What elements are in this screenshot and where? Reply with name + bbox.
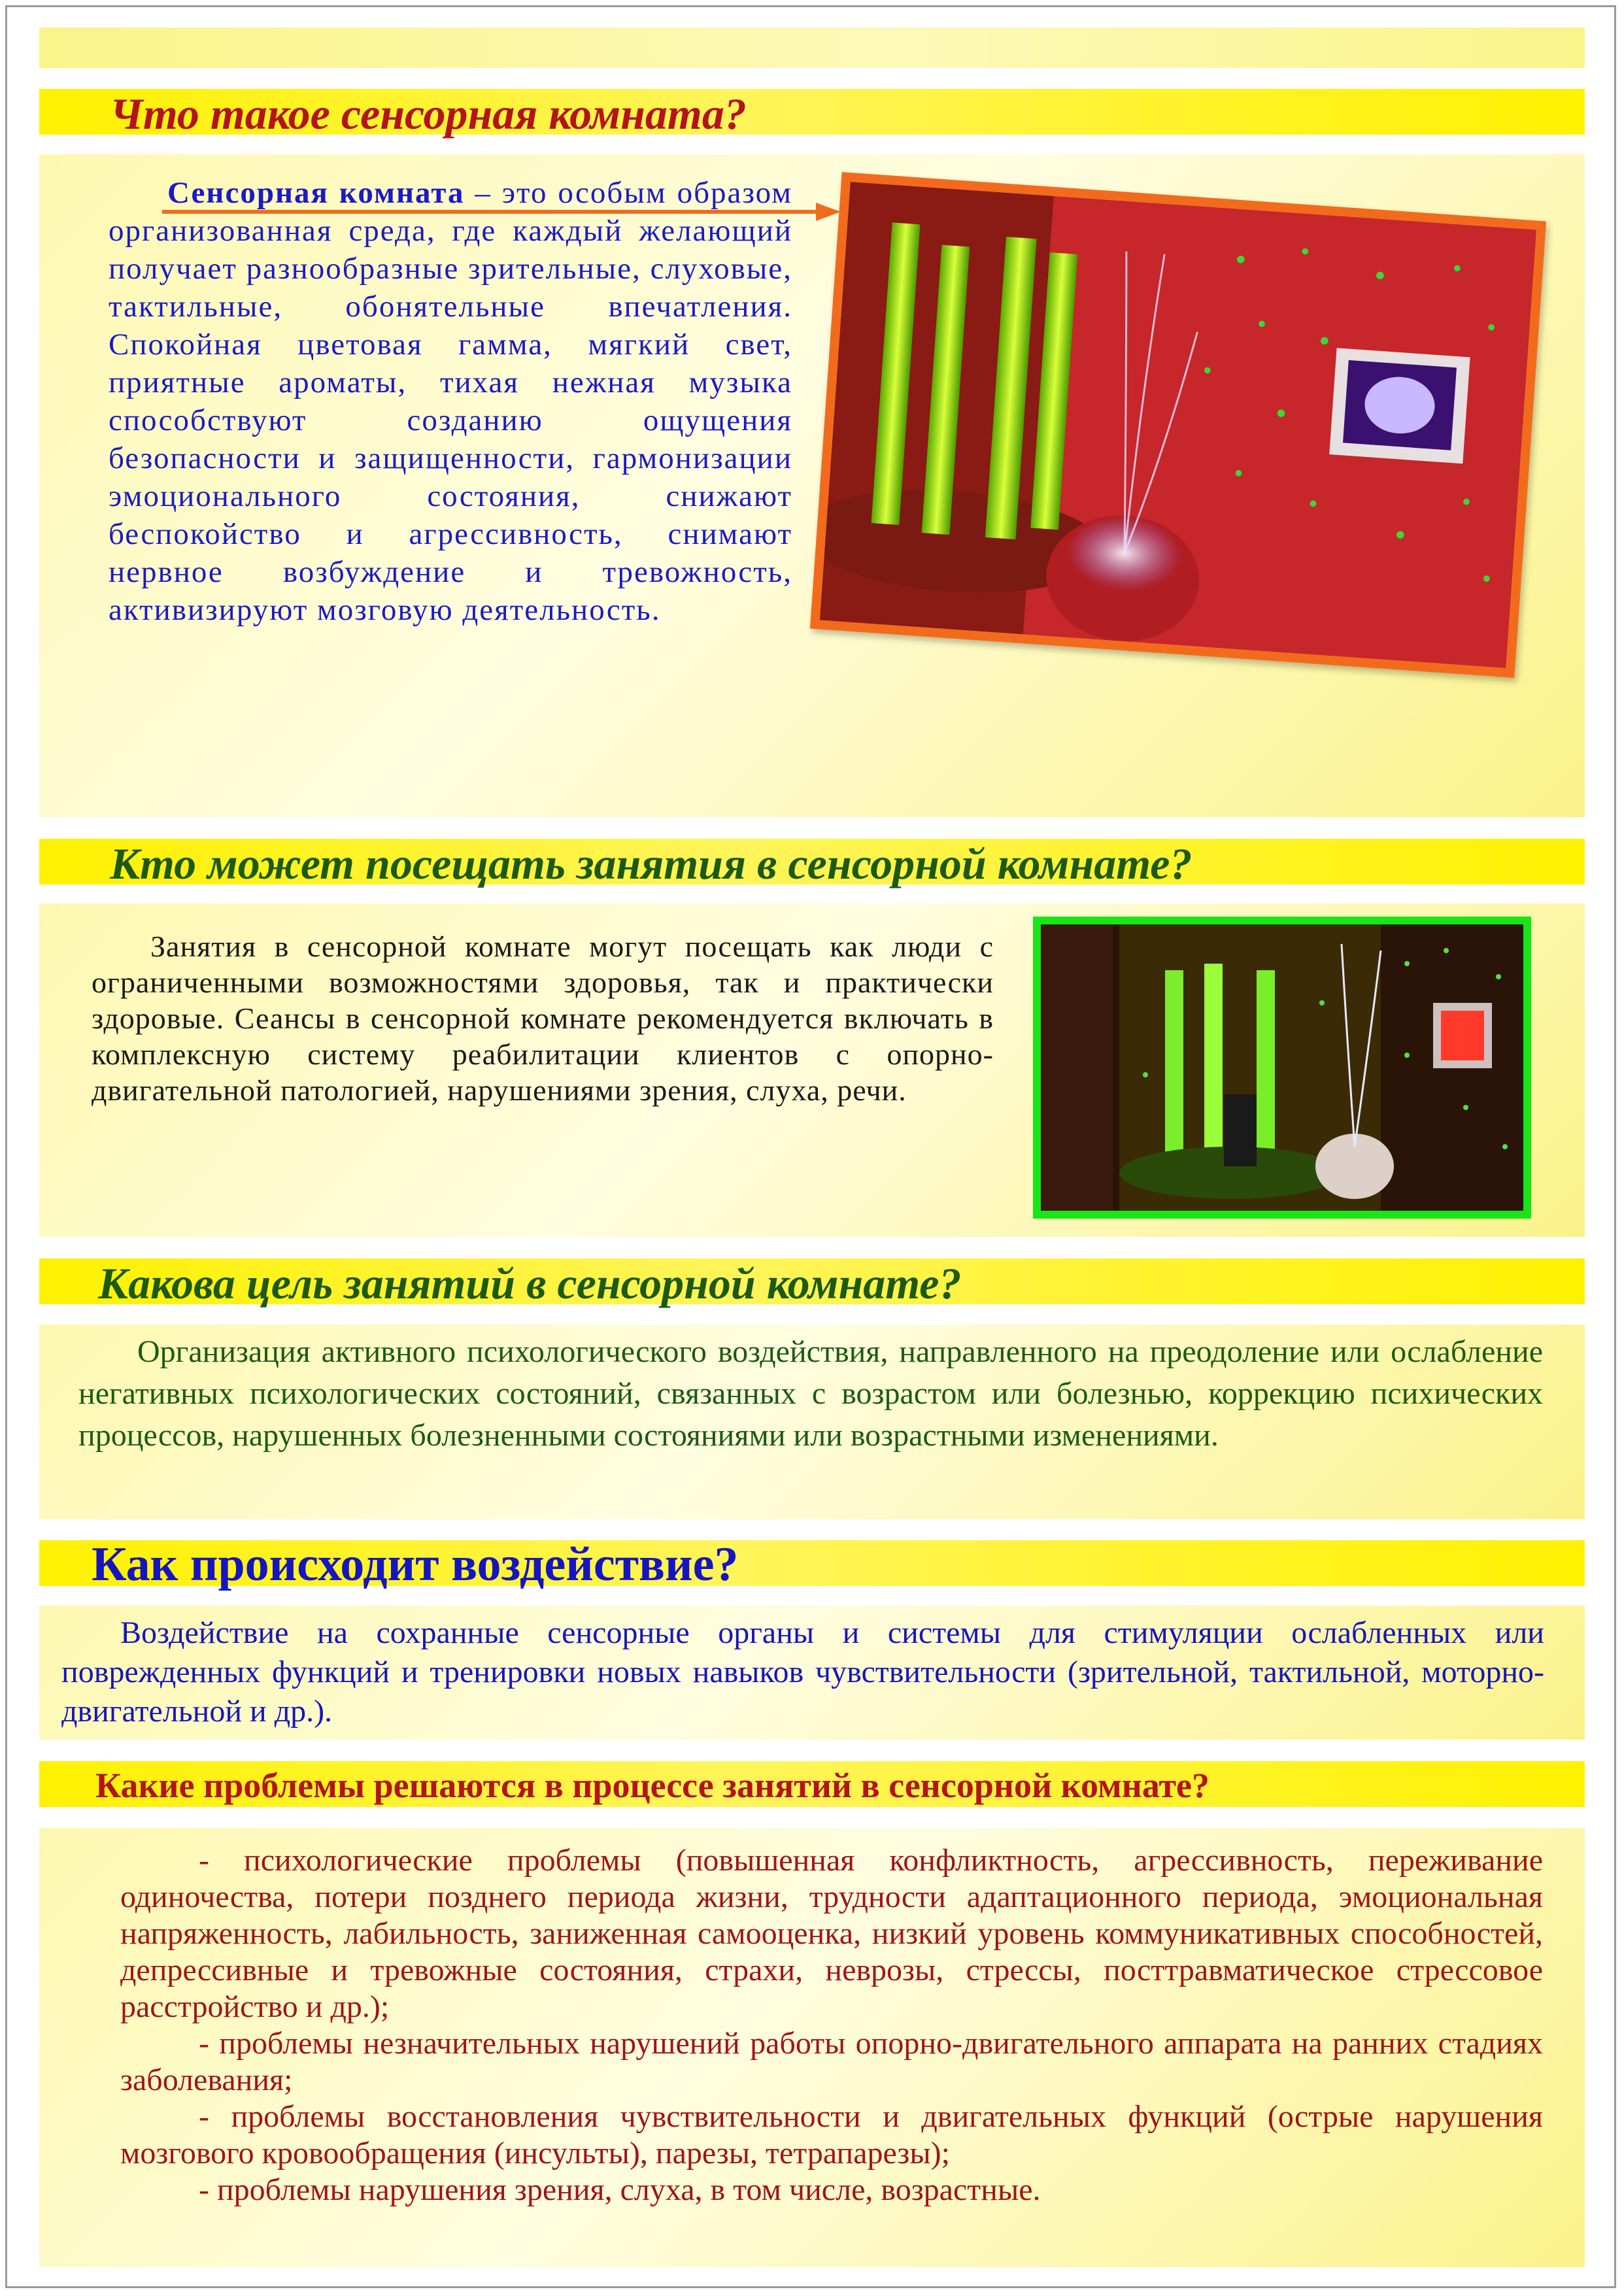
- section2-paragraph: Занятия в сенсорной комнате могут посещать как люди с ограниченными возможностями здоровья, так и практически здоровые. Сеансы в сенсорной комнате рекомендуется включать в комплексную систему реабилитации клиентов с опорно-двигательной патологией, нарушениями зрения, слуха, речи.: [92, 930, 994, 1107]
- section1-body: – это особым образом организованная среда, где каждый желающий получает разнообразные зрительные, слуховые, тактильные, обонятельные впечатления. Спокойная цветовая гамма, мягкий свет, приятные ароматы, тихая нежная музыка способствуют созданию ощущения безопасности и защищенности, гармонизации эмоционального состояния, снижают беспокойство и агрессивность, снимают нервное возбуждение и тревожность, активизируют мозговую деятельность.: [109, 176, 792, 627]
- section4-paragraph: Воздействие на сохранные сенсорные органы и системы для стимуляции ослабленных или поврежденных функций и тренировки новых навыков чувствительности (зрительной, тактильной, моторно-двигательной и др.).: [61, 1615, 1544, 1729]
- sensory-room-photo: [810, 172, 1546, 678]
- pointer-arrow: [162, 196, 842, 222]
- problems-list: [120, 1842, 1543, 2208]
- section4-title: Как происходит воздействие?: [92, 1538, 739, 1591]
- section1-title: Что такое сенсорная комната?: [110, 89, 747, 139]
- problem-item: - психологические проблемы (повышенная конфликтность, агрессивность, переживание одиночества, потери позднего периода жизни, трудности адаптационного периода, эмоциональная напряженность, лабильность, заниженная самооценка, низкий уровень коммуникативных способностей, депрессивные и тревожные состояния, страхи, неврозы, стрессы, посттравматическое стрессовое расстройство и др.);: [120, 1843, 1543, 2024]
- top-decor-band: [39, 27, 1585, 68]
- problem-item: - проблемы незначительных нарушений работы опорно-двигательного аппарата на ранних стадиях заболевания;: [120, 2026, 1543, 2097]
- problem-item: - проблемы нарушения зрения, слуха, в том числе, возрастные.: [199, 2172, 1041, 2207]
- section2-title: Кто может посещать занятия в сенсорной комнате?: [110, 839, 1193, 888]
- section3-paragraph: Организация активного психологического воздействия, направленного на преодоление или ослабление негативных психологических состояний, связанных с возрастом или болезнью, коррекцию психических процессов, нарушенных болезненными состояниями или возрастными изменениями.: [78, 1334, 1543, 1453]
- sensory-room-photo-2: [1033, 917, 1531, 1219]
- section5-title: Какие проблемы решаются в процессе занятий в сенсорной комнате?: [95, 1766, 1210, 1805]
- section1-paragraph: [109, 174, 792, 629]
- section3-title: Какова цель занятий в сенсорной комнате?: [98, 1258, 962, 1308]
- section1-lead-term: Сенсорная комната: [167, 176, 465, 210]
- problem-item: - проблемы восстановления чувствительности и двигательных функций (острые нарушения мозгового кровообращения (инсульты), парезы, тетрапарезы);: [120, 2099, 1543, 2170]
